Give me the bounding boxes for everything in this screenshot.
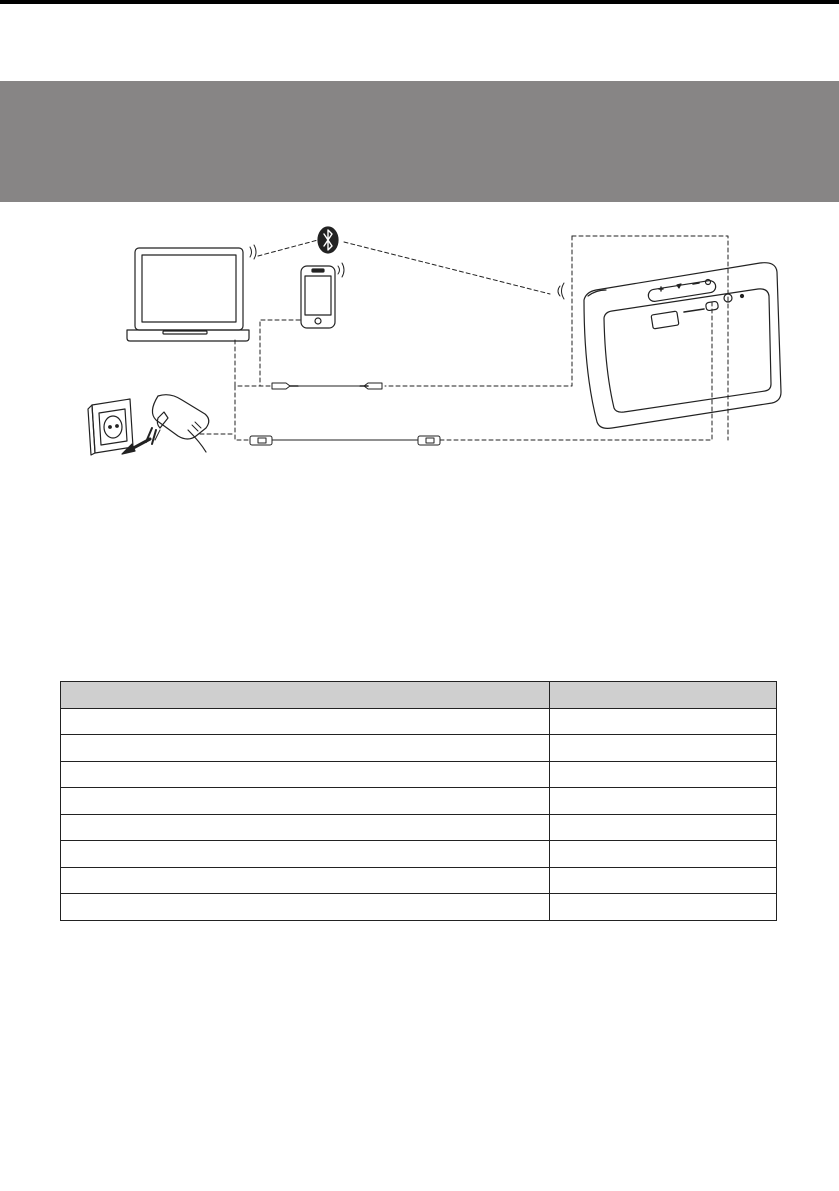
header-band (0, 81, 839, 202)
table-cell (61, 788, 550, 815)
wall-socket-icon (88, 399, 133, 455)
table-row (61, 735, 777, 762)
table-cell (61, 867, 550, 894)
table-cell (550, 735, 777, 762)
connection-lines (200, 236, 728, 440)
table-cell (61, 708, 550, 735)
usb-cable-icon (250, 436, 440, 445)
table-cell (61, 814, 550, 841)
table-cell (550, 841, 777, 868)
table-row (61, 867, 777, 894)
laptop-icon (127, 248, 249, 341)
table-header-cell (550, 682, 777, 709)
wireless-waves-icon (558, 283, 564, 299)
table-cell (61, 735, 550, 762)
table-cell (550, 867, 777, 894)
top-rule (0, 0, 839, 4)
bluetooth-icon (318, 227, 338, 253)
aux-cable-icon (272, 383, 382, 389)
speaker-icon (584, 263, 781, 429)
table-header-cell (61, 682, 550, 709)
table-row (61, 841, 777, 868)
wireless-waves-icon (250, 245, 256, 259)
table-row (61, 814, 777, 841)
table-cell (550, 708, 777, 735)
table-cell (61, 761, 550, 788)
connection-diagram (0, 202, 839, 482)
table-row (61, 788, 777, 815)
table-cell (550, 788, 777, 815)
table-row (61, 894, 777, 921)
table-cell (550, 761, 777, 788)
smartphone-icon (301, 266, 335, 328)
table-row (61, 708, 777, 735)
table-cell (550, 894, 777, 921)
power-adapter-icon (146, 395, 209, 452)
table-cell (61, 841, 550, 868)
table-header-row (61, 682, 777, 709)
wireless-waves-icon (338, 263, 344, 277)
spec-table (60, 681, 777, 921)
table-row (61, 761, 777, 788)
table-cell (61, 894, 550, 921)
table-cell (550, 814, 777, 841)
